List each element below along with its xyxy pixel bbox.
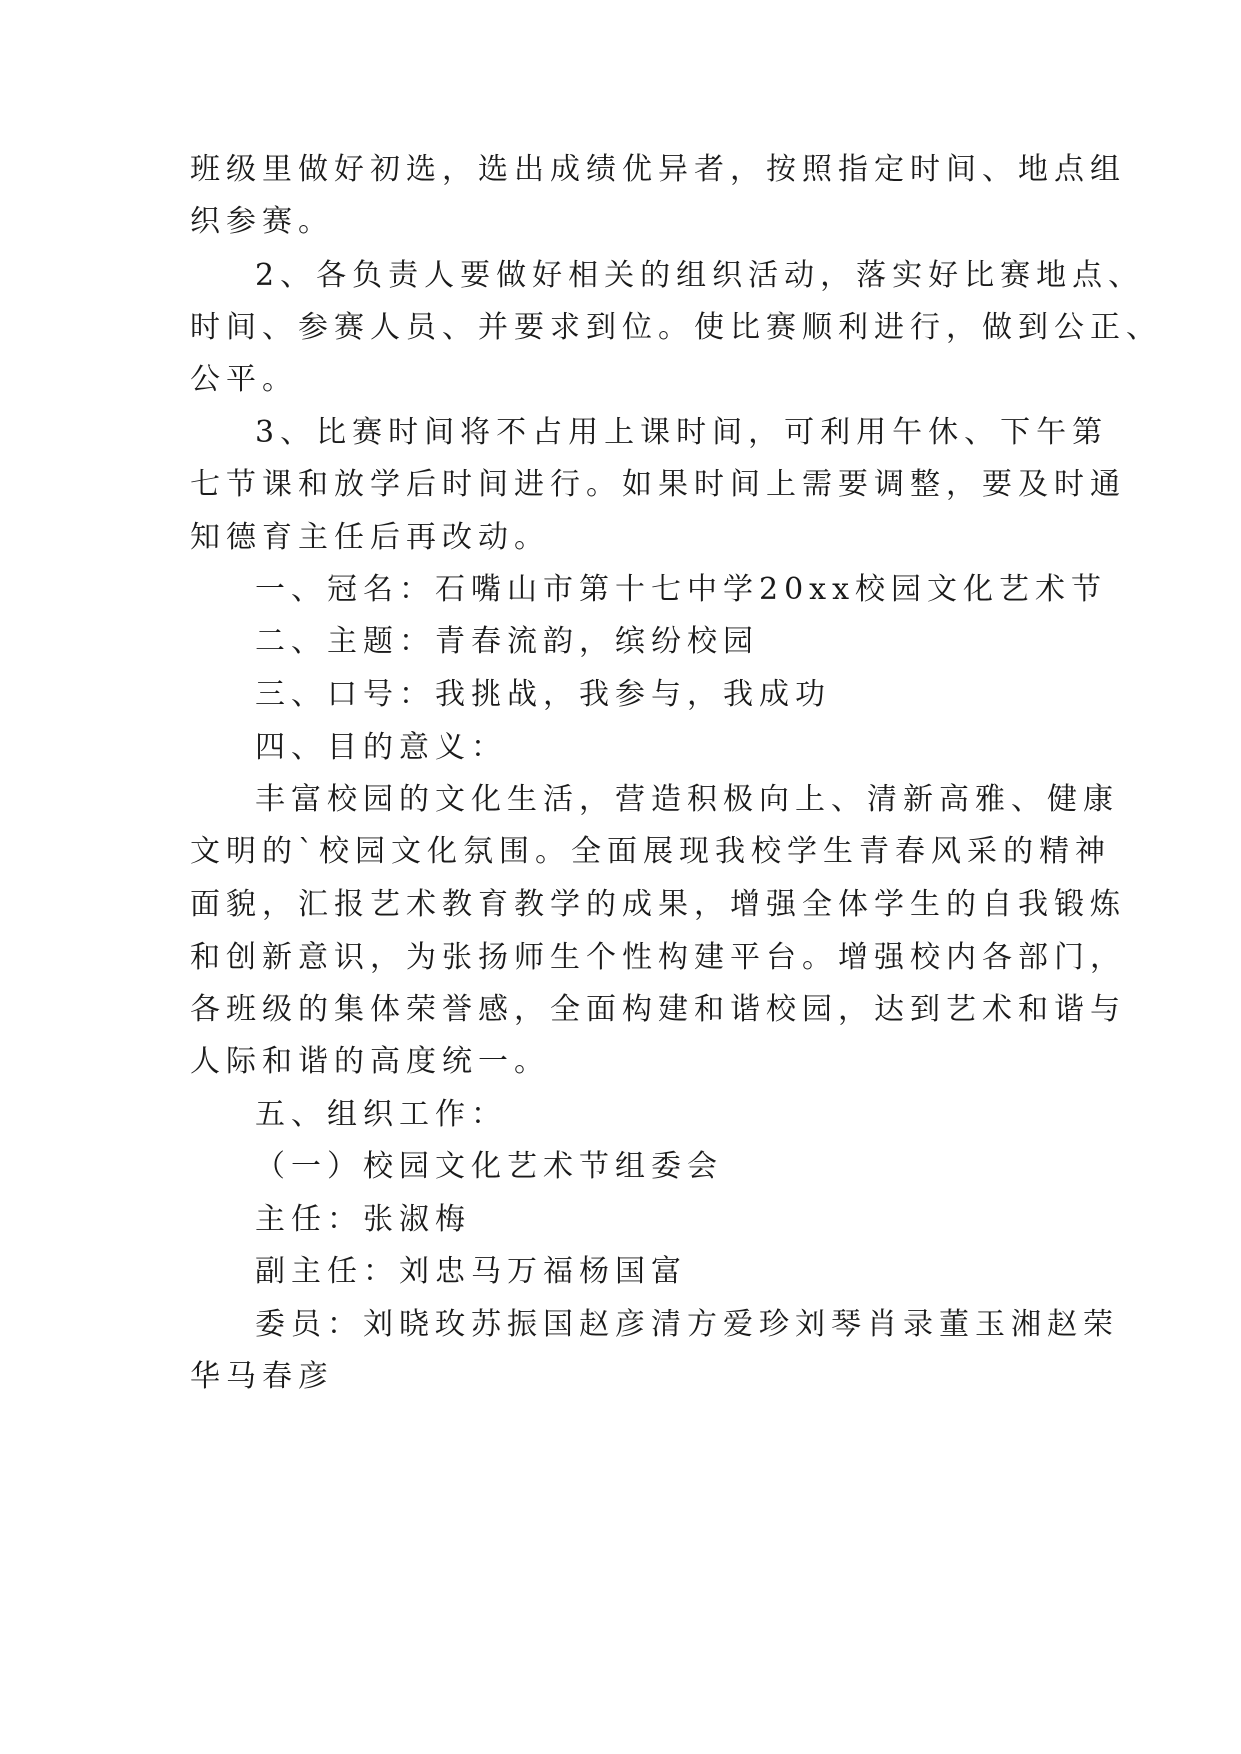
text-line: 一、冠名：石嘴山市第十七中学20xx校园文化艺术节 — [255, 572, 1108, 607]
text-line: 2、各负责人要做好相关的组织活动，落实好比赛地点、 — [255, 258, 1145, 293]
text-line: 七节课和放学后时间进行。如果时间上需要调整，要及时通 — [190, 467, 1126, 502]
text-line: （一）校园文化艺术节组委会 — [255, 1149, 723, 1184]
text-line: 班级里做好初选，选出成绩优异者，按照指定时间、地点组 — [190, 152, 1126, 187]
text-line: 主任：张淑梅 — [255, 1202, 471, 1237]
text-line: 织参赛。 — [190, 204, 334, 239]
text-line: 面貌，汇报艺术教育教学的成果，增强全体学生的自我锻炼 — [190, 887, 1126, 922]
text-line: 华马春彦 — [190, 1359, 334, 1394]
text-line: 时间、参赛人员、并要求到位。使比赛顺利进行，做到公正、 — [190, 310, 1162, 345]
text-line: 委员：刘晓玫苏振国赵彦清方爱珍刘琴肖录董玉湘赵荣 — [255, 1307, 1119, 1342]
text-line: 人际和谐的高度统一。 — [190, 1044, 550, 1079]
text-line: 和创新意识，为张扬师生个性构建平台。增强校内各部门， — [190, 940, 1126, 975]
text-line: 各班级的集体荣誉感，全面构建和谐校园，达到艺术和谐与 — [190, 992, 1126, 1027]
text-line: 五、组织工作： — [255, 1097, 507, 1132]
text-line: 3、比赛时间将不占用上课时间，可利用午休、下午第 — [255, 415, 1109, 450]
text-line: 三、口号：我挑战，我参与，我成功 — [255, 677, 831, 712]
text-line: 二、主题：青春流韵，缤纷校园 — [255, 624, 759, 659]
text-line: 公平。 — [190, 362, 298, 397]
text-line: 副主任：刘忠马万福杨国富 — [255, 1254, 687, 1289]
text-line: 知德育主任后再改动。 — [190, 520, 550, 555]
text-line: 丰富校园的文化生活，营造积极向上、清新高雅、健康 — [255, 782, 1119, 817]
text-line: 四、目的意义： — [255, 730, 507, 765]
text-line: 文明的`校园文化氛围。全面展现我校学生青春风采的精神 — [190, 834, 1111, 869]
